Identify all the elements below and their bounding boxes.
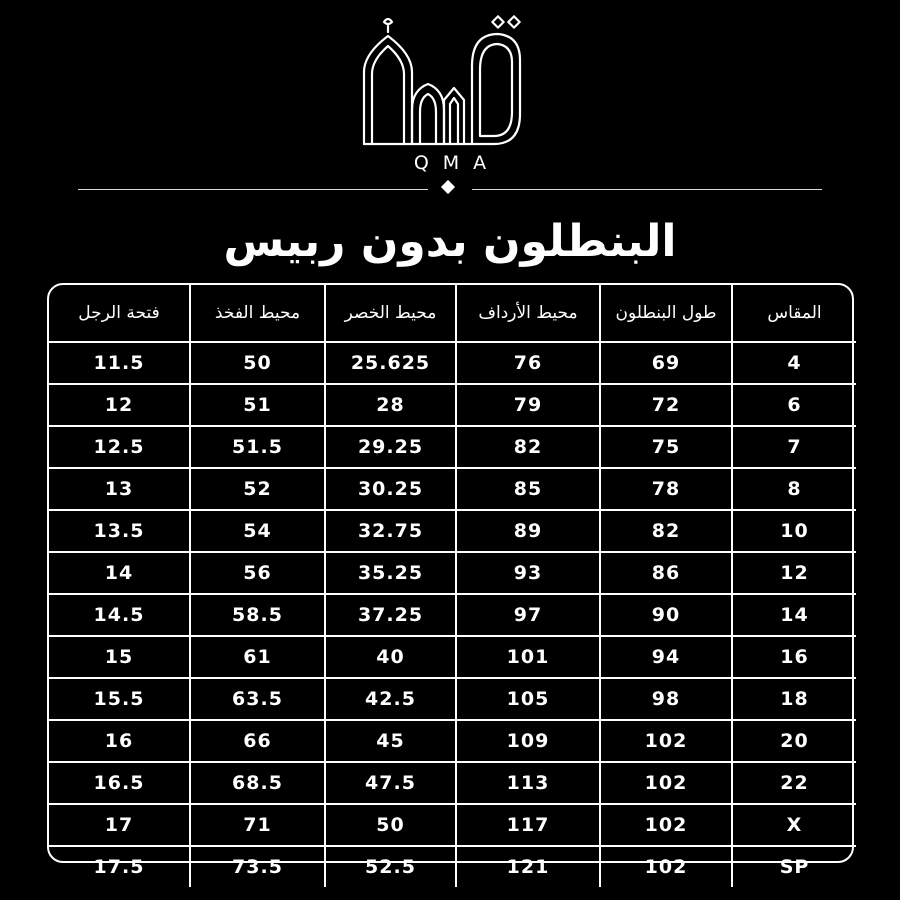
table-cell-pants-length: 82 [600, 510, 732, 552]
table-cell-waist-circumference: 42.5 [325, 678, 456, 720]
table-cell-leg-opening: 12.5 [49, 426, 190, 468]
table-row [49, 636, 856, 678]
table-cell-waist-circumference: 50 [325, 804, 456, 846]
logo-wordmark: QMA [413, 152, 501, 174]
table-cell-leg-opening: 15.5 [49, 678, 190, 720]
page-title: البنطلون بدون ربيس [223, 216, 677, 267]
table-row [49, 804, 856, 846]
table-row [49, 846, 856, 887]
table-cell-waist-circumference: 40 [325, 636, 456, 678]
table-cell-size: SP [732, 846, 856, 887]
table-cell-thigh-circumference: 68.5 [190, 762, 325, 804]
table-cell-leg-opening: 17.5 [49, 846, 190, 887]
column-header-waist-circumference: محيط الخصر [325, 285, 456, 342]
divider-left [78, 189, 428, 190]
table-cell-pants-length: 94 [600, 636, 732, 678]
table-row [49, 510, 856, 552]
table-cell-thigh-circumference: 58.5 [190, 594, 325, 636]
table-cell-hip-circumference: 82 [456, 426, 600, 468]
table-header-row [49, 285, 856, 342]
table-cell-pants-length: 102 [600, 804, 732, 846]
table-cell-pants-length: 102 [600, 762, 732, 804]
table-cell-size: 4 [732, 342, 856, 384]
table-cell-hip-circumference: 109 [456, 720, 600, 762]
table-cell-hip-circumference: 97 [456, 594, 600, 636]
table-cell-thigh-circumference: 73.5 [190, 846, 325, 887]
table-cell-thigh-circumference: 63.5 [190, 678, 325, 720]
column-header-size: المقاس [732, 285, 856, 342]
column-header-leg-opening: فتحة الرجل [49, 285, 190, 342]
table-cell-hip-circumference: 101 [456, 636, 600, 678]
table-cell-pants-length: 78 [600, 468, 732, 510]
table-cell-pants-length: 98 [600, 678, 732, 720]
table-cell-leg-opening: 14.5 [49, 594, 190, 636]
table-cell-leg-opening: 16 [49, 720, 190, 762]
table-cell-thigh-circumference: 61 [190, 636, 325, 678]
table-cell-size: 8 [732, 468, 856, 510]
divider-right [472, 189, 822, 190]
table-cell-leg-opening: 17 [49, 804, 190, 846]
table-cell-pants-length: 102 [600, 846, 732, 887]
table-cell-thigh-circumference: 52 [190, 468, 325, 510]
table-cell-pants-length: 75 [600, 426, 732, 468]
table-cell-size: 20 [732, 720, 856, 762]
table-row [49, 342, 856, 384]
table-cell-thigh-circumference: 51.5 [190, 426, 325, 468]
size-chart-table [47, 283, 854, 878]
table-cell-size: 6 [732, 384, 856, 426]
table-cell-pants-length: 102 [600, 720, 732, 762]
column-header-pants-length: طول البنطلون [600, 285, 732, 342]
table-cell-waist-circumference: 32.75 [325, 510, 456, 552]
table-cell-leg-opening: 15 [49, 636, 190, 678]
table-cell-waist-circumference: 52.5 [325, 846, 456, 887]
table-row [49, 720, 856, 762]
table-cell-hip-circumference: 117 [456, 804, 600, 846]
table-row [49, 678, 856, 720]
table-cell-size: 14 [732, 594, 856, 636]
table-cell-leg-opening: 11.5 [49, 342, 190, 384]
table-cell-hip-circumference: 105 [456, 678, 600, 720]
diamond-ornament-icon [441, 180, 455, 194]
table-cell-waist-circumference: 47.5 [325, 762, 456, 804]
table-cell-hip-circumference: 89 [456, 510, 600, 552]
table-cell-size: 16 [732, 636, 856, 678]
table-cell-waist-circumference: 45 [325, 720, 456, 762]
arch-logo-icon [350, 14, 550, 154]
table-cell-pants-length: 72 [600, 384, 732, 426]
table-cell-waist-circumference: 35.25 [325, 552, 456, 594]
table-cell-size: 7 [732, 426, 856, 468]
table-cell-leg-opening: 16.5 [49, 762, 190, 804]
table-cell-waist-circumference: 28 [325, 384, 456, 426]
table-row [49, 468, 856, 510]
table-row [49, 384, 856, 426]
table-cell-hip-circumference: 76 [456, 342, 600, 384]
table-cell-size: 12 [732, 552, 856, 594]
table-cell-leg-opening: 13.5 [49, 510, 190, 552]
table-cell-hip-circumference: 85 [456, 468, 600, 510]
table-cell-waist-circumference: 37.25 [325, 594, 456, 636]
brand-logo [350, 14, 550, 174]
table-cell-size: 10 [732, 510, 856, 552]
table-cell-thigh-circumference: 71 [190, 804, 325, 846]
table-cell-hip-circumference: 113 [456, 762, 600, 804]
table-cell-thigh-circumference: 51 [190, 384, 325, 426]
table-cell-thigh-circumference: 54 [190, 510, 325, 552]
table-cell-hip-circumference: 93 [456, 552, 600, 594]
table-cell-thigh-circumference: 56 [190, 552, 325, 594]
table-cell-hip-circumference: 121 [456, 846, 600, 887]
table-cell-pants-length: 86 [600, 552, 732, 594]
table-cell-thigh-circumference: 50 [190, 342, 325, 384]
table-cell-pants-length: 90 [600, 594, 732, 636]
table-row [49, 594, 856, 636]
table-row [49, 552, 856, 594]
table-row [49, 762, 856, 804]
table-cell-leg-opening: 13 [49, 468, 190, 510]
table-cell-pants-length: 69 [600, 342, 732, 384]
table-cell-waist-circumference: 25.625 [325, 342, 456, 384]
table-cell-size: X [732, 804, 856, 846]
column-header-hip-circumference: محيط الأرداف [456, 285, 600, 342]
table-cell-size: 22 [732, 762, 856, 804]
table-cell-size: 18 [732, 678, 856, 720]
table-cell-hip-circumference: 79 [456, 384, 600, 426]
table-cell-waist-circumference: 30.25 [325, 468, 456, 510]
table-cell-thigh-circumference: 66 [190, 720, 325, 762]
table-cell-waist-circumference: 29.25 [325, 426, 456, 468]
table-cell-leg-opening: 12 [49, 384, 190, 426]
table-cell-leg-opening: 14 [49, 552, 190, 594]
column-header-thigh-circumference: محيط الفخذ [190, 285, 325, 342]
table-row [49, 426, 856, 468]
